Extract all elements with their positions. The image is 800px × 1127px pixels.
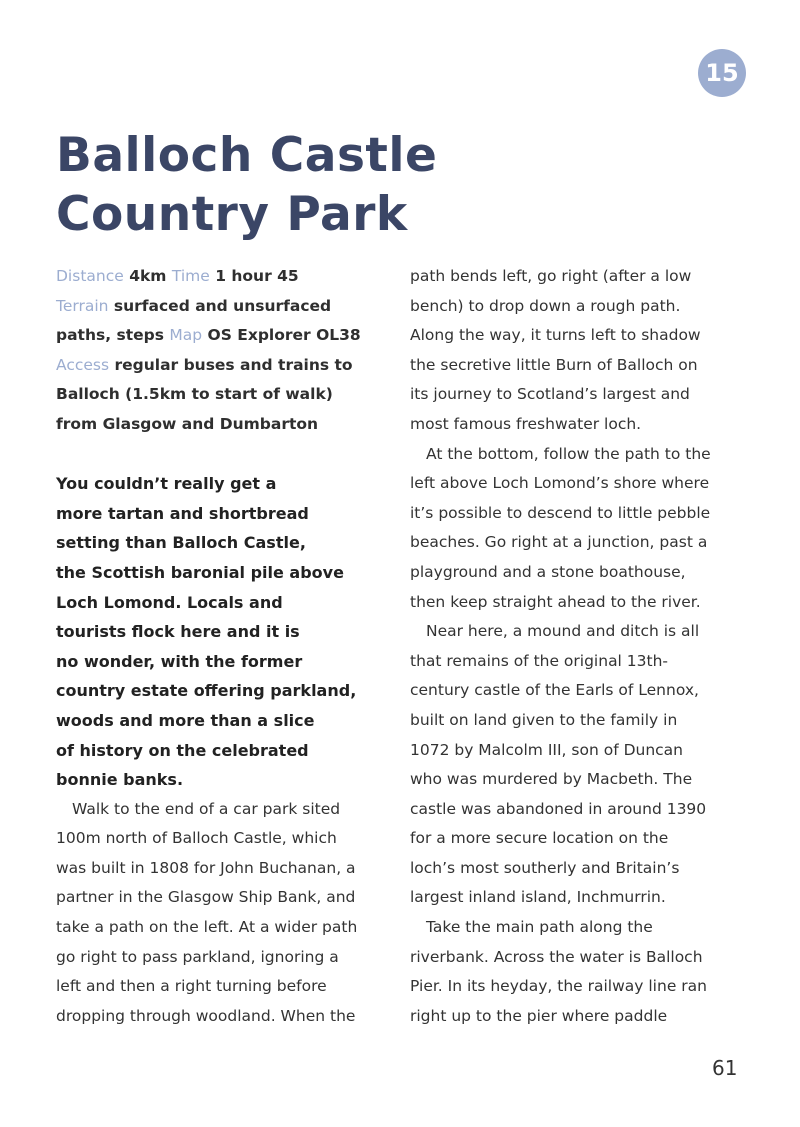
body-line: playground and a stone boathouse,	[410, 562, 686, 581]
body-line: who was murdered by Macbeth. The	[410, 770, 693, 789]
right-column	[410, 262, 755, 1031]
body-line: path bends left, go right (after a low	[410, 267, 692, 285]
intro-line: the Scottish baronial pile above	[56, 562, 344, 582]
body-line: that remains of the original 13th-	[410, 651, 669, 670]
facts-line	[56, 292, 401, 322]
distance-value: 4km	[129, 267, 167, 285]
map-label: Map	[169, 326, 203, 345]
body-line: Near here, a mound and ditch is all	[426, 622, 700, 641]
walk-facts	[56, 262, 401, 440]
page-number: 61	[712, 1056, 738, 1080]
intro-line: country estate offering parkland,	[56, 681, 357, 701]
distance-label: Distance	[56, 267, 124, 285]
body-line: beaches. Go right at a junction, past a	[410, 533, 708, 552]
intro-line: of history on the celebrated	[56, 740, 309, 760]
body-line: Along the way, it turns left to shadow	[410, 326, 701, 345]
intro-line: no wonder, with the former	[56, 651, 303, 671]
intro-paragraph	[56, 469, 401, 795]
body-line: dropping through woodland. When the	[56, 1006, 356, 1025]
body-line: go right to pass parkland, ignoring a	[56, 947, 339, 966]
terrain-label: Terrain	[56, 296, 109, 315]
body-line: its journey to Scotland’s largest and	[410, 385, 690, 404]
intro-line: more tartan and shortbread	[56, 503, 309, 523]
intro-line: Loch Lomond. Locals and	[56, 592, 283, 612]
time-label: Time	[171, 267, 210, 285]
body-line: 100m north of Balloch Castle, which	[56, 829, 337, 848]
body-line: castle was abandoned in around 1390	[410, 799, 707, 818]
body-line: At the bottom, follow the path to the	[426, 444, 711, 463]
body-line: left above Loch Lomond’s shore where	[410, 474, 710, 493]
title-line-2: Country Park	[56, 187, 408, 242]
body-line: left and then a right turning before	[56, 977, 327, 996]
body-line: 1072 by Malcolm III, son of Duncan	[410, 740, 683, 759]
body-line: the secretive little Burn of Balloch on	[410, 355, 698, 374]
facts-line	[56, 321, 401, 351]
terrain-value-continued: paths, steps	[56, 326, 164, 345]
body-line: Take the main path along the	[426, 918, 653, 937]
body-line: take a path on the left. At a wider path	[56, 918, 358, 937]
body-line: century castle of the Earls of Lennox,	[410, 681, 699, 700]
intro-line: woods and more than a slice	[56, 710, 315, 730]
facts-line: from Glasgow and Dumbarton	[56, 414, 319, 433]
facts-line: Balloch (1.5km to start of walk)	[56, 385, 333, 404]
body-line: partner in the Glasgow Ship Bank, and	[56, 888, 356, 907]
body-line: right up to the pier where paddle	[410, 1006, 668, 1025]
access-label: Access	[56, 355, 110, 374]
walk-number-badge: 15	[698, 49, 746, 97]
body-line: loch’s most southerly and Britain’s	[410, 858, 680, 877]
access-value: regular buses and trains to	[114, 355, 353, 374]
title-line-1: Balloch Castle	[56, 128, 438, 183]
body-text-left	[56, 795, 401, 1032]
body-line: Walk to the end of a car park sited	[72, 799, 341, 818]
page-title	[56, 126, 476, 244]
intro-line: You couldn’t really get a	[56, 474, 277, 494]
intro-line: setting than Balloch Castle,	[56, 533, 306, 553]
intro-line: bonnie banks.	[56, 770, 184, 790]
body-line: riverbank. Across the water is Balloch	[410, 947, 703, 966]
time-value: 1 hour 45	[215, 267, 299, 285]
body-line: for a more secure location on the	[410, 829, 669, 848]
body-line: largest inland island, Inchmurrin.	[410, 888, 666, 907]
body-line: Pier. In its heyday, the railway line ran	[410, 977, 707, 996]
left-column	[56, 262, 401, 1031]
body-line: built on land given to the family in	[410, 710, 678, 729]
terrain-value: surfaced and unsurfaced	[113, 296, 332, 315]
body-line: it’s possible to descend to little pebble	[410, 503, 711, 522]
body-line: bench) to drop down a rough path.	[410, 296, 681, 315]
body-line: then keep straight ahead to the river.	[410, 592, 701, 611]
body-line: was built in 1808 for John Buchanan, a	[56, 858, 356, 877]
body-line: most famous freshwater loch.	[410, 414, 642, 433]
facts-line	[56, 351, 401, 381]
spacer	[56, 440, 401, 470]
intro-line: tourists flock here and it is	[56, 622, 300, 642]
facts-line	[56, 262, 401, 292]
map-value: OS Explorer OL38	[207, 326, 361, 345]
